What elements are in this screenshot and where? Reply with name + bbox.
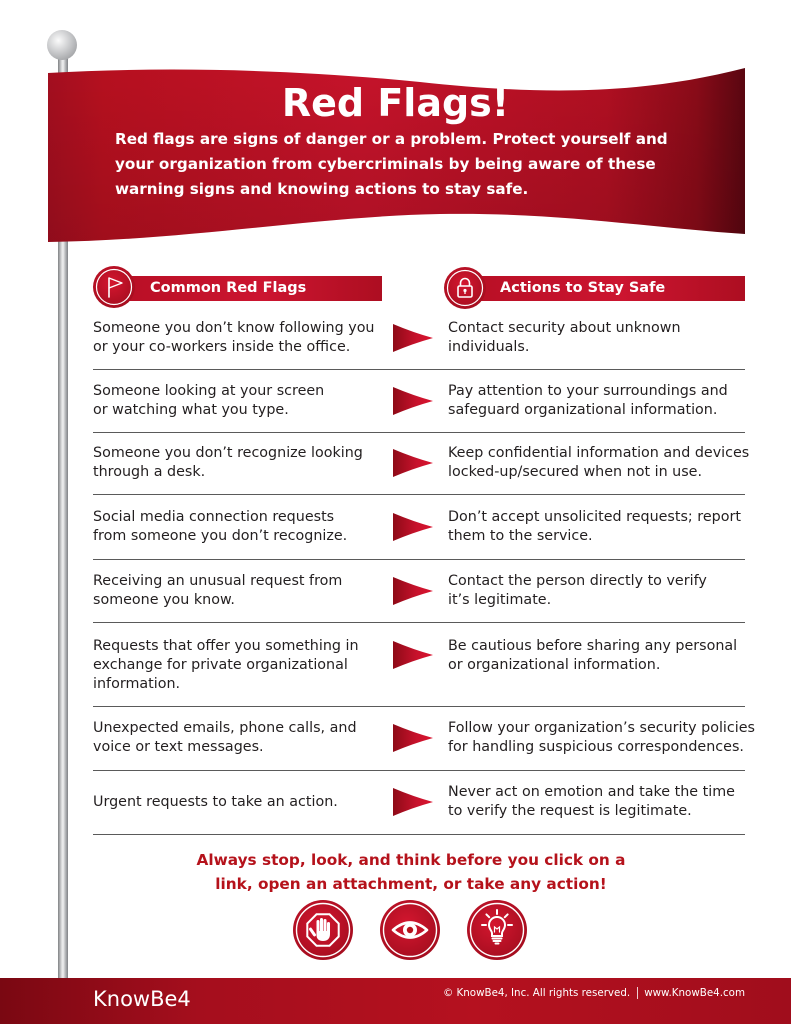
- pennant-arrow-icon: [393, 641, 433, 669]
- banner-intro: Red flags are signs of danger or a problem. Protect yourself and your organization from cybercriminals by being aware of these warning signs and knowing actions to stay safe.: [115, 130, 668, 198]
- red-flag-row: [0, 432, 791, 494]
- red-flag-row: [0, 622, 791, 706]
- red-flag-text: Requests that offer you something in exchange for private organizational information.: [93, 638, 359, 692]
- safe-action-text: Contact security about unknown individuals.: [448, 320, 681, 355]
- row-divider: [93, 834, 745, 835]
- footer-separator: [637, 987, 638, 999]
- red-flag-text: Someone you don’t know following you or your co-workers inside the office.: [93, 320, 375, 355]
- safe-action-text: Pay attention to your surroundings and safeguard organizational information.: [448, 382, 728, 418]
- safe-action-text: Be cautious before sharing any personal or organizational information.: [448, 638, 738, 673]
- safe-action-text: Contact the person directly to verify it’s legitimate.: [448, 572, 707, 608]
- red-flag-text: Someone you don’t recognize looking through a desk.: [93, 445, 363, 480]
- eye-icon: [379, 899, 441, 961]
- stop-look-think-callout: Always stop, look, and think before you click on a link, open an attachment, or take any action!: [196, 851, 626, 893]
- safe-action-text: Follow your organization’s security policies for handling suspicious correspondences.: [448, 720, 755, 755]
- pennant-arrow-icon: [393, 324, 433, 352]
- pennant-arrow-icon: [393, 788, 433, 816]
- red-flag-row: [0, 559, 791, 622]
- pennant-arrow-icon: [393, 449, 433, 477]
- footer-meta: [443, 985, 745, 1001]
- pennant-arrow-icon: [393, 387, 433, 415]
- red-flag-text: Unexpected emails, phone calls, and voice or text messages.: [93, 720, 357, 755]
- red-flag-row: [0, 307, 791, 369]
- lightbulb-icon: [466, 899, 528, 961]
- lock-icon: [443, 266, 487, 310]
- red-flag-text: Urgent requests to take an action.: [93, 793, 338, 810]
- stop-hand-icon: [292, 899, 354, 961]
- red-flag-text: Someone looking at your screen or watching what you type.: [93, 382, 325, 418]
- actions-to-stay-safe-heading: Actions to Stay Safe: [470, 276, 745, 301]
- red-flag-text: Receiving an unusual request from someone you know.: [93, 572, 343, 608]
- pennant-arrow-icon: [393, 724, 433, 752]
- banner-title: Red Flags!: [281, 81, 510, 125]
- red-flag-row: [0, 369, 791, 432]
- red-flag-row: [0, 494, 791, 559]
- flag-icon: [92, 265, 136, 309]
- red-flag-row: [0, 706, 791, 770]
- knowbe4-logo: KnowBe4: [93, 987, 191, 1011]
- safe-action-text: Keep confidential information and devices locked-up/secured when not in use.: [448, 445, 750, 480]
- copyright-text: © KnowBe4, Inc. All rights reserved.: [442, 987, 631, 999]
- safe-action-text: Don’t accept unsolicited requests; report them to the service.: [448, 508, 741, 544]
- pennant-arrow-icon: [393, 513, 433, 541]
- common-red-flags-heading: Common Red Flags: [118, 276, 382, 301]
- red-flag-text: Social media connection requests from someone you don’t recognize.: [93, 508, 348, 544]
- pennant-arrow-icon: [393, 577, 433, 605]
- safe-action-text: Never act on emotion and take the time to verify the request is legitimate.: [448, 784, 735, 819]
- footer-band: [0, 978, 791, 1024]
- website-url: www.KnowBe4.com: [644, 987, 745, 999]
- red-flag-row: [0, 770, 791, 834]
